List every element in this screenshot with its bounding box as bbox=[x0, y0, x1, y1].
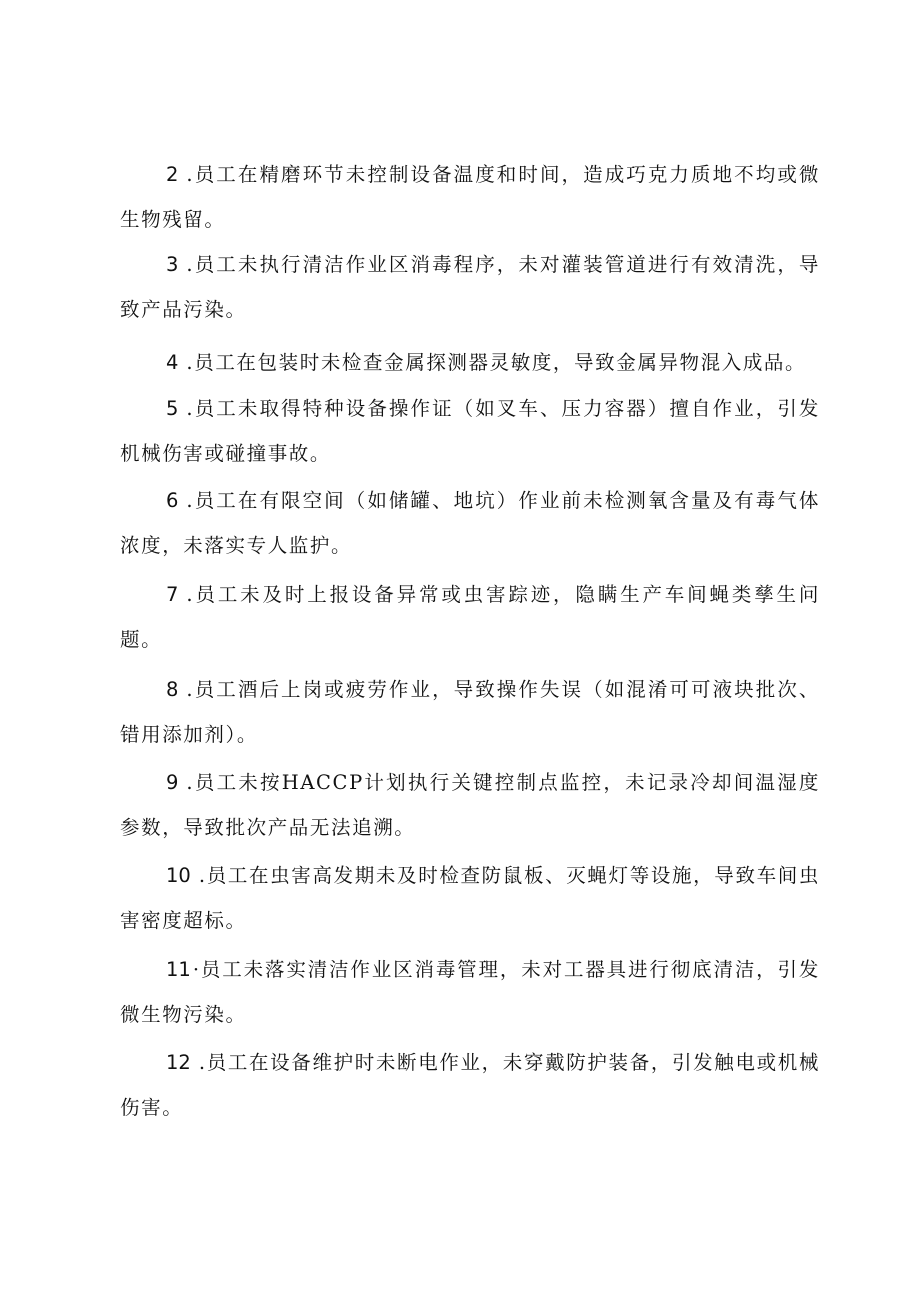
item-number: 6 bbox=[166, 489, 179, 512]
item-number: 7 bbox=[166, 583, 179, 606]
item-number: 5 bbox=[166, 397, 179, 420]
list-item bbox=[120, 478, 820, 568]
list-item bbox=[120, 947, 820, 1037]
item-separator: . bbox=[186, 583, 195, 606]
item-number: 8 bbox=[166, 678, 179, 701]
list-item bbox=[120, 242, 820, 332]
list-item bbox=[120, 667, 820, 757]
item-separator: . bbox=[186, 163, 195, 186]
item-text: 员工未及时上报设备异常或虫害踪迹，隐瞒生产车间蝇类孳生问题。 bbox=[120, 583, 820, 651]
list-item bbox=[120, 340, 820, 385]
item-number: 12 bbox=[166, 1051, 191, 1074]
item-text: 员工酒后上岗或疲劳作业，导致操作失误（如混淆可可液块批次、错用添加剂）。 bbox=[120, 678, 820, 746]
item-separator: . bbox=[186, 678, 195, 701]
item-number: 3 bbox=[166, 253, 179, 276]
item-text: 员工在有限空间（如储罐、地坑）作业前未检测氧含量及有毒气体浓度，未落实专人监护。 bbox=[120, 489, 820, 557]
item-separator: . bbox=[186, 351, 195, 374]
item-separator: · bbox=[192, 958, 201, 981]
list-item bbox=[120, 152, 820, 242]
list-item bbox=[120, 853, 820, 943]
item-text: 员工未取得特种设备操作证（如叉车、压力容器）擅自作业，引发机械伤害或碰撞事故。 bbox=[120, 397, 820, 465]
item-text: 员工在包装时未检查金属探测器灵敏度，导致金属异物混入成品。 bbox=[194, 351, 807, 374]
item-separator: . bbox=[186, 397, 195, 420]
list-item bbox=[120, 572, 820, 662]
item-number: 4 bbox=[166, 351, 179, 374]
item-number: 11 bbox=[166, 958, 191, 981]
list-item bbox=[120, 1040, 820, 1130]
item-separator: . bbox=[186, 253, 195, 276]
item-text: 员工未执行清洁作业区消毒程序，未对灌装管道进行有效清洗，导致产品污染。 bbox=[120, 253, 820, 321]
item-separator: . bbox=[198, 1051, 207, 1074]
item-text: 员工未落实清洁作业区消毒管理，未对工器具进行彻底清洁，引发微生物污染。 bbox=[120, 958, 820, 1026]
item-number: 10 bbox=[166, 864, 191, 887]
item-text: 员工在设备维护时未断电作业，未穿戴防护装备，引发触电或机械伤害。 bbox=[120, 1051, 820, 1119]
item-separator: . bbox=[186, 489, 195, 512]
item-text: 员工未按HACCP计划执行关键控制点监控，未记录冷却间温湿度参数，导致批次产品无法追溯。 bbox=[120, 771, 820, 839]
item-separator: . bbox=[186, 771, 195, 794]
item-separator: . bbox=[198, 864, 207, 887]
item-text: 员工在虫害高发期未及时检查防鼠板、灭蝇灯等设施，导致车间虫害密度超标。 bbox=[120, 864, 820, 932]
list-item bbox=[120, 386, 820, 476]
list-item bbox=[120, 760, 820, 850]
item-number: 9 bbox=[166, 771, 179, 794]
item-text: 员工在精磨环节未控制设备温度和时间，造成巧克力质地不均或微生物残留。 bbox=[120, 163, 820, 231]
item-number: 2 bbox=[166, 163, 179, 186]
